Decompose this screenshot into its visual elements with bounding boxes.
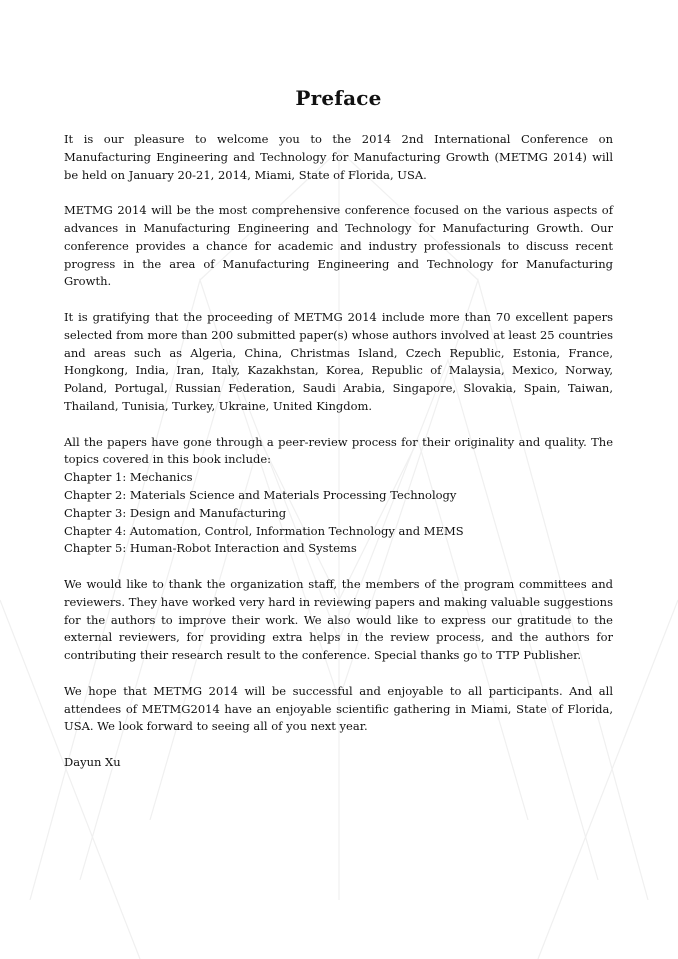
conference-description-paragraph: METMG 2014 will be the most comprehensive conference focused on the various aspects of advances in Manufacturing Engineering and Technology for Manufacturing Growth. Our conference provides a chance for academic and industry professionals to discuss recent progress in the area of Manufacturing Engineering and Technology for Manufacturing Growth. <box>64 203 613 289</box>
page-title: Preface <box>295 86 382 110</box>
topics-section <box>64 434 613 559</box>
acknowledgement-paragraph: We would like to thank the organization staff, the members of the program committees and reviewers. They have worked very hard in reviewing papers and making valuable suggestions for the authors to improve their work. We also would like to express our gratitude to the external reviewers, for providing extra helps in the review process, and the authors for contributing their research result to the conference. Special thanks go to TTP Publisher. <box>64 576 613 663</box>
chapter-item: Chapter 5: Human-Robot Interaction and Systems <box>64 541 357 556</box>
intro-paragraph: It is our pleasure to welcome you to the 2014 2nd International Conference on Manufacturing Engineering and Technology for Manufacturing Growth (METMG 2014) will be held on January 20-21, 2014, Miami, State of Florida, USA. <box>64 132 613 182</box>
preface-content <box>64 83 613 772</box>
topics-intro: All the papers have gone through a peer-review process for their originality and quality. The topics covered in this book include: <box>64 434 613 467</box>
closing-paragraph: We hope that METMG 2014 will be successful and enjoyable to all participants. And all attendees of METMG2014 have an enjoyable scientific gathering in Miami, State of Florida, USA. We look forward to seeing all of you next year. <box>64 683 613 734</box>
chapter-list <box>64 469 613 558</box>
chapter-item: Chapter 2: Materials Science and Materials Processing Technology <box>64 487 457 502</box>
chapter-item: Chapter 1: Mechanics <box>64 470 193 485</box>
chapter-item: Chapter 3: Design and Manufacturing <box>64 505 287 520</box>
signature: Dayun Xu <box>64 754 121 769</box>
chapter-item: Chapter 4: Automation, Control, Information Technology and MEMS <box>64 523 464 538</box>
papers-paragraph: It is gratifying that the proceeding of METMG 2014 include more than 70 excellent papers selected from more than 200 submitted paper(s) whose authors involved at least 25 countries and areas such as Algeria, China, Christmas Island, Czech Republic, Estonia, France, Hongkong, India, Iran, Italy, Kazakhstan, Korea, Republic of Malaysia, Mexico, Norway, Poland, Portugal, Russian Federation, Saudi Arabia, Singapore, Slovakia, Spain, Taiwan, Thailand, Tunisia, Turkey, Ukraine, United Kingdom. <box>64 309 613 413</box>
